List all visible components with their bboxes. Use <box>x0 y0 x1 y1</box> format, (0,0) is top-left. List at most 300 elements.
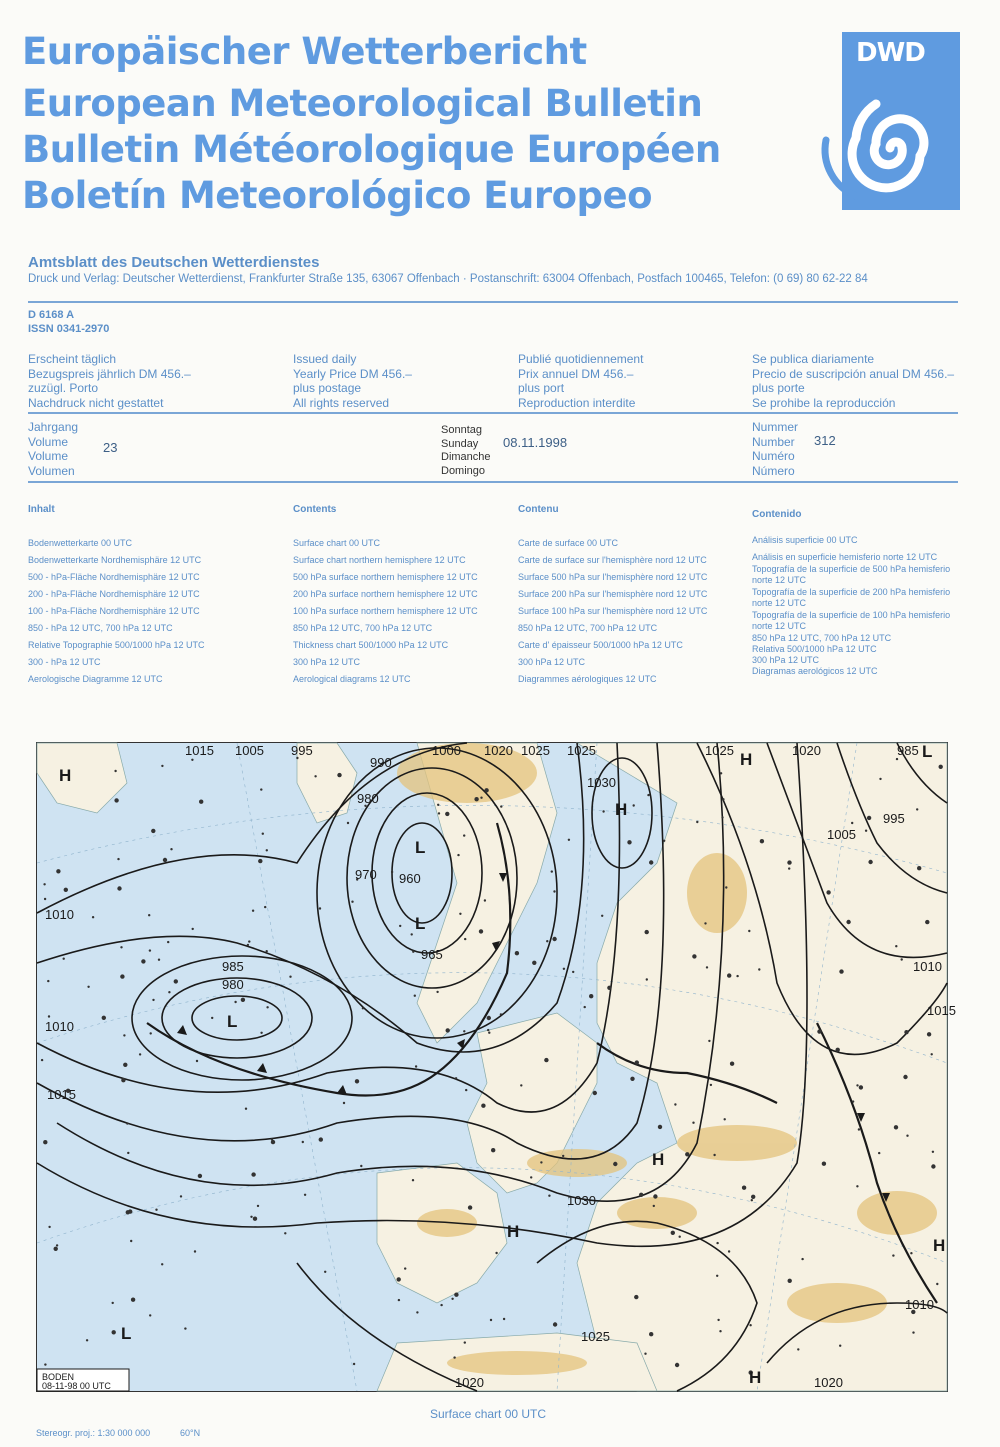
station-marker <box>895 945 897 947</box>
isobar-label: 1015 <box>185 743 214 758</box>
station-marker <box>411 933 413 935</box>
station-marker <box>152 999 154 1001</box>
station-marker <box>481 1104 485 1108</box>
swirl-logo-icon <box>818 88 958 208</box>
station-marker <box>168 991 170 993</box>
title-spanish: Boletín Meteorológico Europeo <box>22 174 653 217</box>
station-marker <box>167 941 169 943</box>
station-marker <box>457 854 459 856</box>
station-marker <box>692 954 696 958</box>
station-marker <box>199 800 203 804</box>
station-marker <box>552 937 556 941</box>
contents-list-en: Surface chart 00 UTC Surface chart northern hemisphere 12 UTC 500 hPa surface northern hemisphere 12 UTC 200 hPa surface northern hemisphere 12 UTC 100 hPa surface northern hemisphere 12 UTC 850 hPa 12 UTC, 700 hPa 12 UTC Thickness chart 500/1000 hPa 12 UTC 300 hPa 12 UTC Aerological diagrams 12 UTC <box>293 538 478 684</box>
station-marker <box>64 888 68 892</box>
isobar-label: 1010 <box>45 907 74 922</box>
contents-heading-fr: Contenu <box>518 504 559 515</box>
svg-text:BODEN: BODEN <box>42 1372 75 1382</box>
station-marker <box>674 1103 676 1105</box>
low-pressure-center: L <box>227 1012 238 1031</box>
station-marker <box>851 822 853 824</box>
station-marker <box>716 1242 718 1244</box>
station-marker <box>130 1240 132 1242</box>
station-marker <box>131 1298 135 1302</box>
station-marker <box>319 907 321 909</box>
high-pressure-center: H <box>507 1222 520 1241</box>
isobar-label: 1010 <box>45 1019 74 1034</box>
station-marker <box>653 1205 655 1207</box>
low-pressure-center: L <box>121 1324 132 1343</box>
station-marker <box>412 1179 414 1181</box>
station-marker <box>56 869 60 873</box>
station-marker <box>194 1250 196 1252</box>
divider <box>28 481 958 483</box>
station-marker <box>102 1016 106 1020</box>
station-marker <box>649 860 653 864</box>
high-pressure-center: H <box>933 1236 946 1255</box>
station-marker <box>839 969 843 973</box>
station-marker <box>253 1217 257 1221</box>
station-marker <box>515 951 519 955</box>
isobar-label: 990 <box>370 755 392 770</box>
station-marker <box>758 968 760 970</box>
station-marker <box>540 1161 542 1163</box>
issue-info-fr: Publié quotidiennement Prix annuel DM 456.– plus port Reproduction interdite <box>518 352 644 410</box>
station-marker <box>141 959 145 963</box>
projection-note: Stereogr. proj.: 1:30 000 000 <box>36 1428 151 1438</box>
station-marker <box>635 1060 639 1064</box>
station-marker <box>459 913 461 915</box>
station-marker <box>602 810 604 812</box>
station-marker <box>139 1053 141 1055</box>
station-marker <box>936 1283 938 1285</box>
station-marker <box>722 798 724 800</box>
station-marker <box>174 979 178 983</box>
station-marker <box>826 890 830 894</box>
isobar-label: 960 <box>399 871 421 886</box>
isobar-label: 1025 <box>567 743 596 758</box>
isobar-label: 1020 <box>455 1375 484 1390</box>
station-marker <box>241 998 245 1002</box>
station-marker <box>634 1295 638 1299</box>
station-marker <box>725 886 727 888</box>
station-marker <box>917 866 921 870</box>
station-marker <box>149 1314 151 1316</box>
station-marker <box>180 1195 182 1197</box>
station-marker <box>117 858 119 860</box>
issue-info-es: Se publica diariamente Precio de suscripción anual DM 456.– plus porte Se prohibe la reproducción <box>752 352 955 410</box>
station-marker <box>149 949 151 951</box>
contents-list-de: Bodenwetterkarte 00 UTC Bodenwetterkarte Nordhemisphäre 12 UTC 500 - hPa-Fläche Nordhemisphäre 12 UTC 200 - hPa-Fläche Nordhemisphäre 12 UTC 100 - hPa-Fläche Nordhemisphäre 12 UTC 850 - hPa 12 UTC, 700 hPa 12 UTC Relative Topographie 500/1000 hPa 12 UTC 300 - hPa 12 UTC Aerologische Diagramme 12 UTC <box>28 538 205 684</box>
station-marker <box>355 1079 359 1083</box>
latitude-note: 60°N <box>180 1428 201 1438</box>
station-marker <box>158 959 160 961</box>
station-marker <box>644 1353 646 1355</box>
station-marker <box>414 995 416 997</box>
isobar-label: 1020 <box>484 743 513 758</box>
isobar-label: 995 <box>883 811 905 826</box>
station-marker <box>440 1304 442 1306</box>
station-marker <box>720 772 722 774</box>
station-marker <box>856 1185 858 1187</box>
station-marker <box>649 1332 653 1336</box>
divider <box>28 301 958 303</box>
station-marker <box>304 1194 306 1196</box>
station-marker <box>43 883 45 885</box>
station-marker <box>613 1162 617 1166</box>
station-marker <box>163 858 167 862</box>
station-marker <box>260 1032 262 1034</box>
station-marker <box>63 958 65 960</box>
station-marker <box>170 848 172 850</box>
station-marker <box>530 1176 532 1178</box>
station-marker <box>704 922 706 924</box>
station-marker <box>553 1322 557 1326</box>
station-marker <box>121 1078 125 1082</box>
map-caption: Surface chart 00 UTC <box>430 1407 547 1421</box>
station-marker <box>868 860 872 864</box>
station-marker <box>234 1001 236 1003</box>
station-marker <box>48 1226 50 1228</box>
station-marker <box>894 1125 898 1129</box>
station-marker <box>112 1302 114 1304</box>
station-marker <box>87 986 89 988</box>
station-marker <box>112 1330 116 1334</box>
isobar-label: 1020 <box>814 1375 843 1390</box>
station-marker <box>910 1252 912 1254</box>
station-marker <box>563 968 565 970</box>
day-labels: Sonntag Sunday Dimanche Domingo <box>441 424 491 477</box>
station-marker <box>787 860 791 864</box>
map-stamp <box>37 1369 129 1391</box>
isobar-label: 1010 <box>913 959 942 974</box>
station-marker <box>601 915 603 917</box>
low-pressure-center: L <box>415 914 426 933</box>
station-marker <box>391 871 393 873</box>
station-marker <box>271 1140 275 1144</box>
station-marker <box>679 1236 681 1238</box>
isobar-label: 1015 <box>927 1003 956 1018</box>
station-marker <box>589 994 593 998</box>
station-marker <box>646 978 648 980</box>
contents-heading-de: Inhalt <box>28 504 55 515</box>
station-marker <box>865 830 867 832</box>
high-pressure-center: H <box>652 1150 665 1169</box>
station-marker <box>856 1084 858 1086</box>
station-marker <box>730 1062 734 1066</box>
station-marker <box>906 1135 908 1137</box>
station-marker <box>639 1193 643 1197</box>
station-marker <box>532 961 536 965</box>
isobar-label: 1025 <box>705 743 734 758</box>
station-marker <box>925 920 929 924</box>
title-english: European Meteorological Bulletin <box>22 82 703 125</box>
station-marker <box>412 951 414 953</box>
volume-value: 23 <box>103 440 118 455</box>
station-marker <box>150 1032 152 1034</box>
station-marker <box>123 1034 125 1036</box>
station-marker <box>879 778 881 780</box>
divider <box>28 412 958 414</box>
station-marker <box>912 1331 914 1333</box>
station-marker <box>503 1318 505 1320</box>
station-marker <box>404 1267 406 1269</box>
station-marker <box>653 1194 657 1198</box>
svg-text:08-11-98 00 UTC: 08-11-98 00 UTC <box>42 1381 111 1391</box>
isobar-label: 1030 <box>567 1193 596 1208</box>
station-marker <box>198 1174 202 1178</box>
contents-list-es: Análisis superficie 00 UTC Análisis en superficie hemisferio norte 12 UTC Topografía de la superficie de 500 hPa hemisferio norte 12 UTC Topografía de la superficie de 200 hPa hemisferio norte 12 UTC Topografía de la superficie de 100 hPa hemisferio norte 12 UTC 850 hPa 12 UTC, 700 hPa 12 UTC Relativa 500/1000 hPa 12 UTC 300 hPa 12 UTC Diagramas aerológicos 12 UTC <box>752 535 951 676</box>
number-labels: Nummer Number Numéro Número <box>752 420 799 478</box>
station-marker <box>839 1345 841 1347</box>
issue-info-de: Erscheint täglich Bezugspreis jährlich DM 456.– zuzügl. Porto Nachdruck nicht gestattet <box>28 352 191 410</box>
station-marker <box>817 1029 821 1033</box>
isobar-label: 1030 <box>587 775 616 790</box>
station-marker <box>397 1277 401 1281</box>
station-marker <box>788 867 790 869</box>
station-marker <box>916 808 918 810</box>
isobar-label: 995 <box>291 743 313 758</box>
station-marker <box>266 1006 268 1008</box>
station-marker <box>858 1128 860 1130</box>
contents-heading-es: Contenido <box>752 509 802 520</box>
station-marker <box>252 910 254 912</box>
station-marker <box>319 1137 323 1141</box>
station-marker <box>727 973 731 977</box>
issn-code: ISSN 0341-2970 <box>28 323 110 335</box>
station-marker <box>713 1154 715 1156</box>
station-marker <box>463 1030 465 1032</box>
station-marker <box>488 1032 490 1034</box>
station-marker <box>92 916 94 918</box>
isobar-label: 980 <box>222 977 244 992</box>
station-marker <box>548 1195 550 1197</box>
station-marker <box>480 797 482 799</box>
station-marker <box>128 1209 132 1213</box>
station-marker <box>553 890 555 892</box>
station-marker <box>48 1015 50 1017</box>
isobar-label: 970 <box>355 867 377 882</box>
station-marker <box>724 1118 726 1120</box>
station-marker <box>663 840 665 842</box>
high-pressure-center: H <box>740 750 753 769</box>
station-marker <box>748 930 750 932</box>
low-pressure-center: L <box>922 742 933 761</box>
station-marker <box>736 975 738 977</box>
station-marker <box>347 822 349 824</box>
contents-list-fr: Carte de surface 00 UTC Carte de surface sur l'hemisphère nord 12 UTC Surface 500 hPa sur l'hemisphère nord 12 UTC Surface 200 hPa sur l'hemisphère nord 12 UTC Surface 100 hPa sur l'hemisphère nord 12 UTC 850 hPa 12 UTC, 700 hPa 12 UTC Carte d' épaisseur 500/1000 hPa 12 UTC 300 hPa 12 UTC Diagrammes aérologiques 12 UTC <box>518 538 708 684</box>
station-marker <box>192 928 194 930</box>
station-marker <box>360 1165 362 1167</box>
volume-labels: Jahrgang Volume Volume Volumen <box>28 420 79 478</box>
station-marker <box>939 765 943 769</box>
station-marker <box>692 1122 694 1124</box>
station-marker <box>262 833 264 835</box>
station-marker <box>161 1263 163 1265</box>
station-marker <box>468 1205 472 1209</box>
station-marker <box>114 770 116 772</box>
station-marker <box>127 1152 129 1154</box>
station-marker <box>500 1013 502 1015</box>
station-marker <box>155 1209 157 1211</box>
station-marker <box>151 829 155 833</box>
official-gazette-label: Amtsblatt des Deutschen Wetterdienstes <box>28 254 320 271</box>
station-marker <box>896 758 898 760</box>
station-marker <box>44 1363 46 1365</box>
station-marker <box>797 1348 799 1350</box>
station-marker <box>120 974 124 978</box>
station-marker <box>56 1244 58 1246</box>
station-marker <box>445 812 449 816</box>
station-marker <box>114 798 118 802</box>
station-marker <box>878 1152 880 1154</box>
isobar-label: 1005 <box>235 743 264 758</box>
station-marker <box>314 775 316 777</box>
station-marker <box>749 1324 751 1326</box>
isobar-label: 985 <box>222 959 244 974</box>
station-marker <box>44 898 46 900</box>
high-pressure-center: H <box>615 800 628 819</box>
station-marker <box>788 1279 792 1283</box>
station-marker <box>54 1247 58 1251</box>
station-marker <box>245 1108 247 1110</box>
station-marker <box>446 1028 450 1032</box>
station-marker <box>453 1356 455 1358</box>
station-marker <box>264 906 266 908</box>
title-french: Bulletin Météorologique Européen <box>22 128 721 171</box>
station-marker <box>801 1258 803 1260</box>
station-marker <box>647 794 649 796</box>
station-marker <box>337 773 341 777</box>
station-marker <box>161 765 163 767</box>
station-marker <box>544 1058 548 1062</box>
publisher-address: Druck und Verlag: Deutscher Wetterdienst, Frankfurter Straße 135, 63067 Offenbach · Postanschrift: 63004 Offenbach, Postfach 100465, Telefon: (0 69) 80 62-22 84 <box>28 273 868 285</box>
isobar-label: 1010 <box>905 1297 934 1312</box>
station-marker <box>41 1059 43 1061</box>
station-marker <box>247 944 249 946</box>
station-marker <box>495 1252 497 1254</box>
station-marker <box>126 1122 128 1124</box>
station-marker <box>491 1148 495 1152</box>
station-marker <box>685 1152 689 1156</box>
issue-number: 312 <box>814 433 836 448</box>
station-marker <box>760 839 764 843</box>
station-marker <box>465 1089 467 1091</box>
station-marker <box>931 1053 933 1055</box>
station-marker <box>719 1330 721 1332</box>
station-marker <box>351 901 353 903</box>
station-marker <box>266 950 268 952</box>
station-marker <box>487 1029 489 1031</box>
station-marker <box>196 1060 198 1062</box>
isobar-label: 1020 <box>792 743 821 758</box>
station-marker <box>846 920 850 924</box>
station-marker <box>484 899 486 901</box>
station-marker <box>593 1091 597 1095</box>
station-marker <box>399 925 401 927</box>
high-pressure-center: H <box>749 1368 762 1387</box>
issue-info-en: Issued daily Yearly Price DM 456.– plus postage All rights reserved <box>293 352 412 410</box>
station-marker <box>86 1339 88 1341</box>
title-german: Europäischer Wetterbericht <box>22 30 587 73</box>
isobar-label: 1025 <box>581 1329 610 1344</box>
station-marker <box>487 1016 491 1020</box>
station-marker <box>184 1327 186 1329</box>
station-marker <box>415 1065 417 1067</box>
station-marker <box>859 1085 863 1089</box>
high-pressure-center: H <box>59 766 72 785</box>
station-marker <box>675 1363 679 1367</box>
station-marker <box>903 1075 907 1079</box>
station-marker <box>671 1231 675 1235</box>
isobar-label: 985 <box>897 743 919 758</box>
station-marker <box>191 759 193 761</box>
isobar-label: 1025 <box>521 743 550 758</box>
station-marker <box>696 821 698 823</box>
station-marker <box>464 938 466 940</box>
station-marker <box>248 940 250 942</box>
isobar-label: 1000 <box>432 743 461 758</box>
station-marker <box>728 1250 730 1252</box>
station-marker <box>717 1319 719 1321</box>
station-marker <box>258 859 262 863</box>
station-marker <box>904 1030 908 1034</box>
d-code: D 6168 A <box>28 309 75 321</box>
station-marker <box>822 1162 826 1166</box>
station-marker <box>633 804 635 806</box>
station-marker <box>546 940 548 942</box>
station-marker <box>148 914 150 916</box>
station-marker <box>551 870 553 872</box>
station-marker <box>562 1155 564 1157</box>
station-marker <box>436 991 438 993</box>
station-marker <box>751 1199 753 1201</box>
isobar-label: 1005 <box>827 827 856 842</box>
station-marker <box>892 1254 894 1256</box>
station-marker <box>362 1007 364 1009</box>
station-marker <box>852 1100 854 1102</box>
station-marker <box>464 1341 466 1343</box>
station-marker <box>455 1077 457 1079</box>
station-marker <box>645 930 649 934</box>
station-marker <box>742 1186 746 1190</box>
issue-date: 08.11.1998 <box>503 435 568 450</box>
station-marker <box>117 886 121 890</box>
station-marker <box>572 971 574 973</box>
station-marker <box>211 1017 213 1019</box>
station-marker <box>836 1048 840 1052</box>
contents-heading-en: Contents <box>293 504 337 515</box>
station-marker <box>927 1032 931 1036</box>
station-marker <box>708 1040 710 1042</box>
station-marker <box>438 812 440 814</box>
station-marker <box>284 1232 286 1234</box>
station-marker <box>710 1084 712 1086</box>
station-marker <box>607 986 611 990</box>
station-marker <box>416 1311 418 1313</box>
station-marker <box>500 805 502 807</box>
station-marker <box>520 1084 522 1086</box>
isobar-label: 1015 <box>47 1087 76 1102</box>
station-marker <box>302 1141 304 1143</box>
station-marker <box>627 840 631 844</box>
low-pressure-center: L <box>415 838 426 857</box>
station-marker <box>932 1151 934 1153</box>
station-marker <box>47 980 49 982</box>
station-marker <box>568 839 570 841</box>
station-marker <box>716 1275 718 1277</box>
station-marker <box>479 929 483 933</box>
station-marker <box>490 1319 492 1321</box>
